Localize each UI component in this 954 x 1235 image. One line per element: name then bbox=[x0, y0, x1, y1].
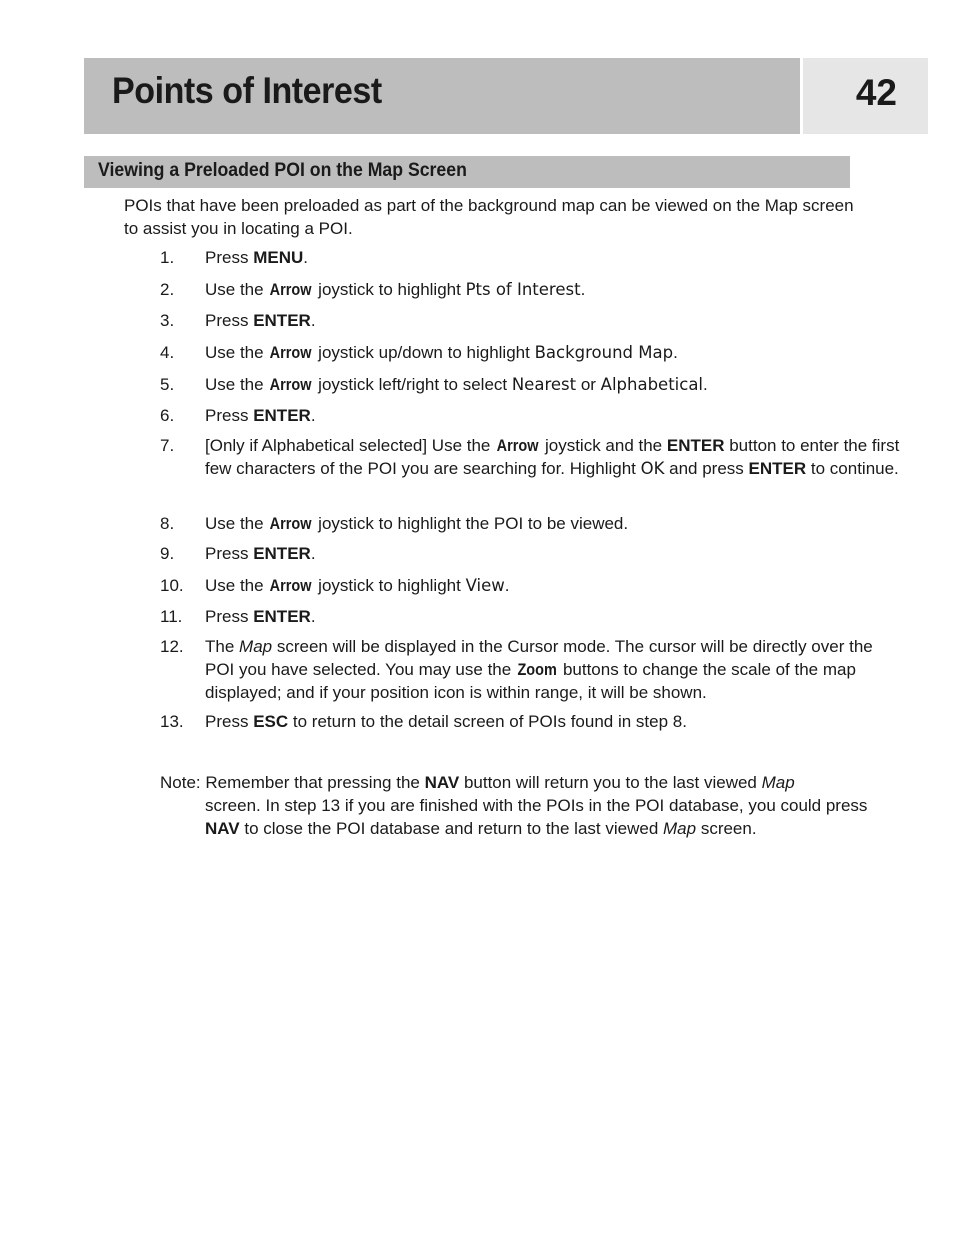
key-label: NAV bbox=[424, 773, 460, 792]
step-number: 8. bbox=[160, 514, 175, 533]
step-number: 4. bbox=[160, 343, 175, 362]
step-text: The bbox=[205, 637, 240, 656]
step-content bbox=[205, 635, 900, 704]
step-content bbox=[205, 434, 900, 480]
step-content bbox=[205, 246, 900, 269]
step-text: Press bbox=[205, 607, 254, 626]
step-content bbox=[205, 512, 900, 535]
step-text: Use the bbox=[205, 514, 269, 533]
step-text: . bbox=[303, 248, 308, 267]
step-text: and press bbox=[664, 459, 749, 478]
step-text: button will return you to the last viewed bbox=[459, 773, 762, 792]
step-text: . bbox=[673, 343, 678, 362]
step-text: to continue. bbox=[806, 459, 899, 478]
key-label: ENTER bbox=[748, 459, 807, 478]
section-heading-bar bbox=[84, 156, 850, 188]
step-content bbox=[205, 341, 900, 364]
step-text: . bbox=[310, 406, 316, 425]
step-content bbox=[205, 542, 900, 565]
step-text: joystick and the bbox=[540, 436, 667, 455]
screen-option-label: OK bbox=[640, 459, 665, 478]
step-number: 1. bbox=[160, 248, 175, 267]
step-content bbox=[205, 373, 900, 396]
step-text: buttons to change the scale of the map displayed; and if your position icon is within range, it will be shown. bbox=[205, 660, 856, 702]
screen-name: Map bbox=[761, 773, 795, 792]
step-content bbox=[205, 404, 900, 427]
control-label: Arrow bbox=[269, 576, 312, 595]
control-label: Arrow bbox=[269, 280, 312, 299]
step-text: [Only if Alphabetical selected] Use the bbox=[205, 436, 496, 455]
screen-option-label: View bbox=[465, 576, 505, 595]
page-title: Points of Interest bbox=[112, 70, 382, 111]
step-text: screen will be displayed in the Cursor mode. The cursor will be directly over the POI you have selected. You may use the bbox=[205, 637, 873, 679]
step-text: Press bbox=[205, 248, 254, 267]
step-text: Press bbox=[205, 311, 254, 330]
key-label: ENTER bbox=[666, 436, 725, 455]
step-text: . bbox=[310, 544, 316, 563]
step-text: Note: Remember that pressing the bbox=[160, 773, 425, 792]
step-text: joystick up/down to highlight bbox=[313, 343, 535, 362]
screen-option-label: Pts of Interest bbox=[465, 280, 581, 299]
step-text: Press bbox=[205, 406, 254, 425]
step-number: 10. bbox=[160, 576, 184, 595]
control-label: Arrow bbox=[269, 343, 312, 362]
control-label: Arrow bbox=[269, 375, 312, 394]
screen-option-label: Background Map bbox=[534, 343, 674, 362]
step-content bbox=[205, 278, 900, 301]
page-number-box bbox=[803, 58, 928, 134]
control-label: Arrow bbox=[269, 514, 312, 533]
step-text: . bbox=[504, 576, 510, 595]
step-number: 13. bbox=[160, 712, 184, 731]
step-text: Use the bbox=[205, 280, 269, 299]
key-label: MENU bbox=[253, 248, 304, 267]
step-text: or bbox=[576, 375, 601, 394]
step-number: 12. bbox=[160, 637, 184, 656]
step-text: . bbox=[310, 311, 316, 330]
key-label: ENTER bbox=[253, 311, 311, 330]
control-label: Zoom bbox=[517, 660, 557, 679]
section-title: Viewing a Preloaded POI on the Map Screen bbox=[98, 160, 467, 181]
step-text: to return to the detail screen of POIs found in step 8. bbox=[288, 712, 687, 731]
key-label: ENTER bbox=[253, 607, 311, 626]
step-text: joystick left/right to select bbox=[313, 375, 512, 394]
step-text: Press bbox=[205, 544, 254, 563]
screen-option-label: Nearest bbox=[511, 375, 577, 394]
step-text: to close the POI database and return to the last viewed bbox=[239, 819, 664, 838]
step-content bbox=[205, 605, 900, 628]
step-content bbox=[205, 309, 900, 332]
step-content bbox=[205, 574, 900, 597]
step-text: . bbox=[703, 375, 708, 394]
screen-name: Map bbox=[239, 637, 273, 656]
step-text: joystick to highlight bbox=[313, 576, 466, 595]
step-text: screen. bbox=[696, 819, 757, 838]
screen-name: Map bbox=[663, 819, 697, 838]
note-continuation bbox=[160, 794, 900, 840]
step-text: Use the bbox=[205, 576, 269, 595]
step-text: Press bbox=[205, 712, 254, 731]
intro-paragraph: POIs that have been preloaded as part of the background map can be viewed on the Map screen to assist you in locating a POI. bbox=[124, 196, 854, 238]
note-paragraph bbox=[160, 771, 900, 840]
step-content bbox=[205, 710, 900, 733]
step-text: joystick to highlight the POI to be viewed. bbox=[313, 514, 629, 533]
control-label: Arrow bbox=[496, 436, 539, 455]
note-first-line bbox=[160, 773, 795, 792]
step-number: 11. bbox=[160, 607, 183, 626]
step-text: button to enter the first few characters of the POI you are searching for. Highlight bbox=[205, 436, 900, 478]
key-label: ENTER bbox=[253, 544, 311, 563]
step-text: . bbox=[580, 280, 586, 299]
key-label: ENTER bbox=[253, 406, 311, 425]
step-text: . bbox=[310, 607, 316, 626]
step-number: 7. bbox=[160, 436, 175, 455]
screen-option-label: Alphabetical bbox=[600, 375, 704, 394]
key-label: ESC bbox=[253, 712, 289, 731]
step-text: screen. In step 13 if you are finished with the POIs in the POI database, you could press bbox=[205, 796, 868, 815]
step-number: 5. bbox=[160, 375, 175, 394]
key-label: NAV bbox=[205, 819, 240, 838]
step-number: 2. bbox=[160, 280, 175, 299]
step-text: Use the bbox=[205, 343, 269, 362]
page-number: 42 bbox=[855, 72, 897, 113]
step-number: 9. bbox=[160, 544, 175, 563]
step-number: 6. bbox=[160, 406, 175, 425]
header-bar bbox=[84, 58, 800, 134]
step-text: Use the bbox=[205, 375, 269, 394]
step-text: joystick to highlight bbox=[313, 280, 466, 299]
step-number: 3. bbox=[160, 311, 175, 330]
